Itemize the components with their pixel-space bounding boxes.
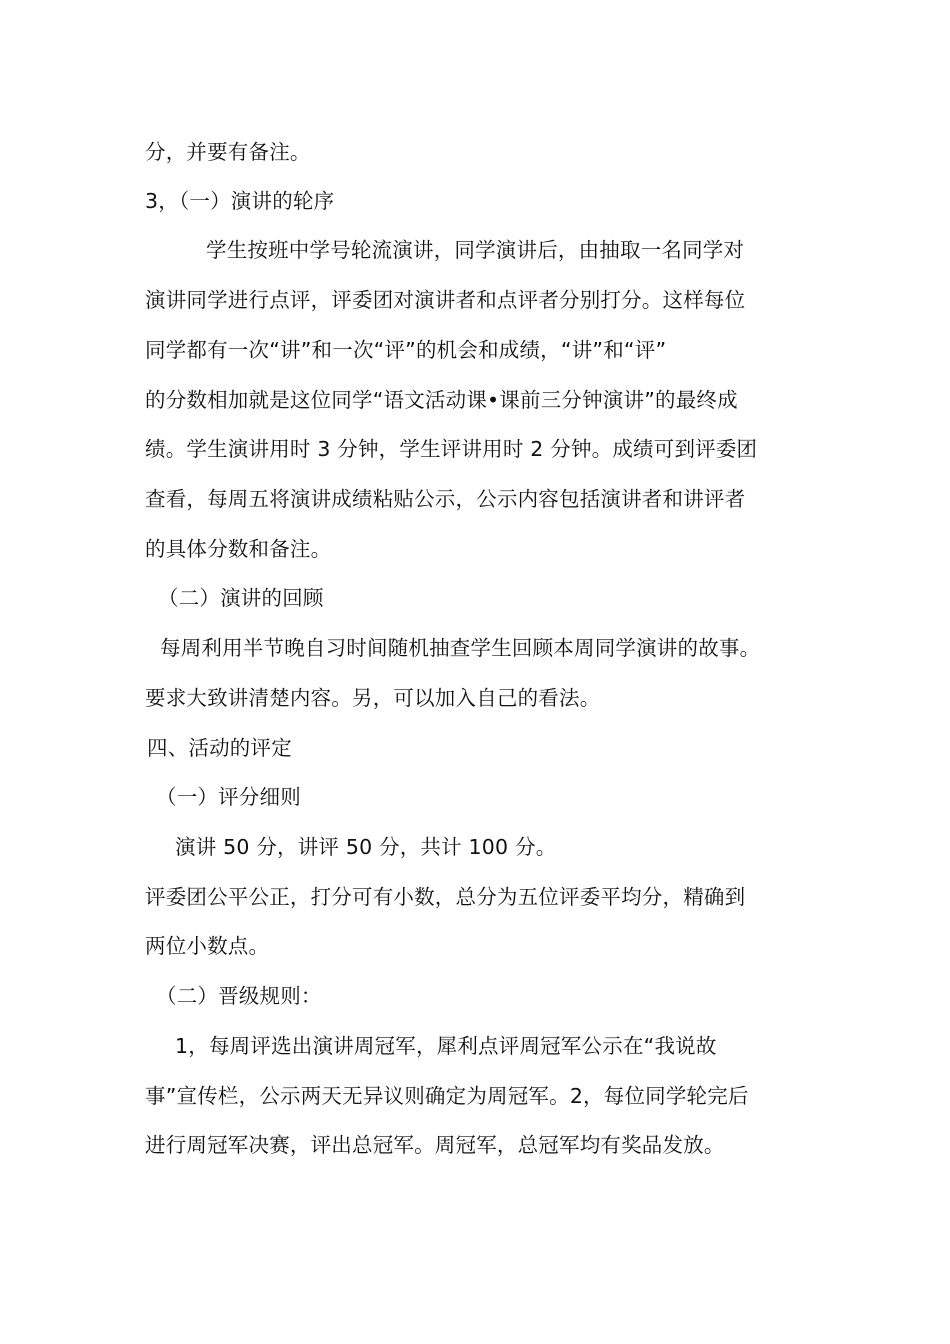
text-line: 的分数相加就是这位同学“语文活动课•课前三分钟演讲”的最终成 xyxy=(145,388,738,412)
section-heading: （二）晋级规则： xyxy=(156,984,322,1008)
section-heading: 四、活动的评定 xyxy=(147,736,292,760)
section-heading: （一）评分细则 xyxy=(156,785,301,809)
text-line: 两位小数点。 xyxy=(145,934,270,958)
text-line: 的具体分数和备注。 xyxy=(145,537,332,561)
section-heading: 3，（一）演讲的轮序 xyxy=(145,189,335,213)
text-line: 要求大致讲清楚内容。另，可以加入自己的看法。 xyxy=(145,686,601,710)
text-line: 绩。学生演讲用时 3 分钟，学生评讲用时 2 分钟。成绩可到评委团 xyxy=(145,437,758,461)
text-line: 分，并要有备注。 xyxy=(145,140,311,164)
text-line: 学生按班中学号轮流演讲，同学演讲后，由抽取一名同学对 xyxy=(206,238,745,262)
text-line: 进行周冠军决赛，评出总冠军。周冠军，总冠军均有奖品发放。 xyxy=(145,1133,725,1157)
text-line: 1，每周评选出演讲周冠军，犀利点评周冠军公示在“我说故 xyxy=(175,1034,717,1058)
text-line: 事”宣传栏，公示两天无异议则确定为周冠军。2，每位同学轮完后 xyxy=(145,1084,749,1108)
text-line: 每周利用半节晚自习时间随机抽查学生回顾本周同学演讲的故事。 xyxy=(160,636,761,660)
section-heading: （二）演讲的回顾 xyxy=(158,586,324,610)
text-line: 评委团公平公正，打分可有小数，总分为五位评委平均分，精确到 xyxy=(145,885,746,909)
text-line: 同学都有一次“讲”和一次“评”的机会和成绩，“讲”和“评” xyxy=(145,338,667,362)
text-line: 演讲 50 分，讲评 50 分，共计 100 分。 xyxy=(175,835,557,859)
text-line: 查看，每周五将演讲成绩粘贴公示，公示内容包括演讲者和讲评者 xyxy=(145,487,746,511)
text-line: 演讲同学进行点评，评委团对演讲者和点评者分别打分。这样每位 xyxy=(145,288,746,312)
